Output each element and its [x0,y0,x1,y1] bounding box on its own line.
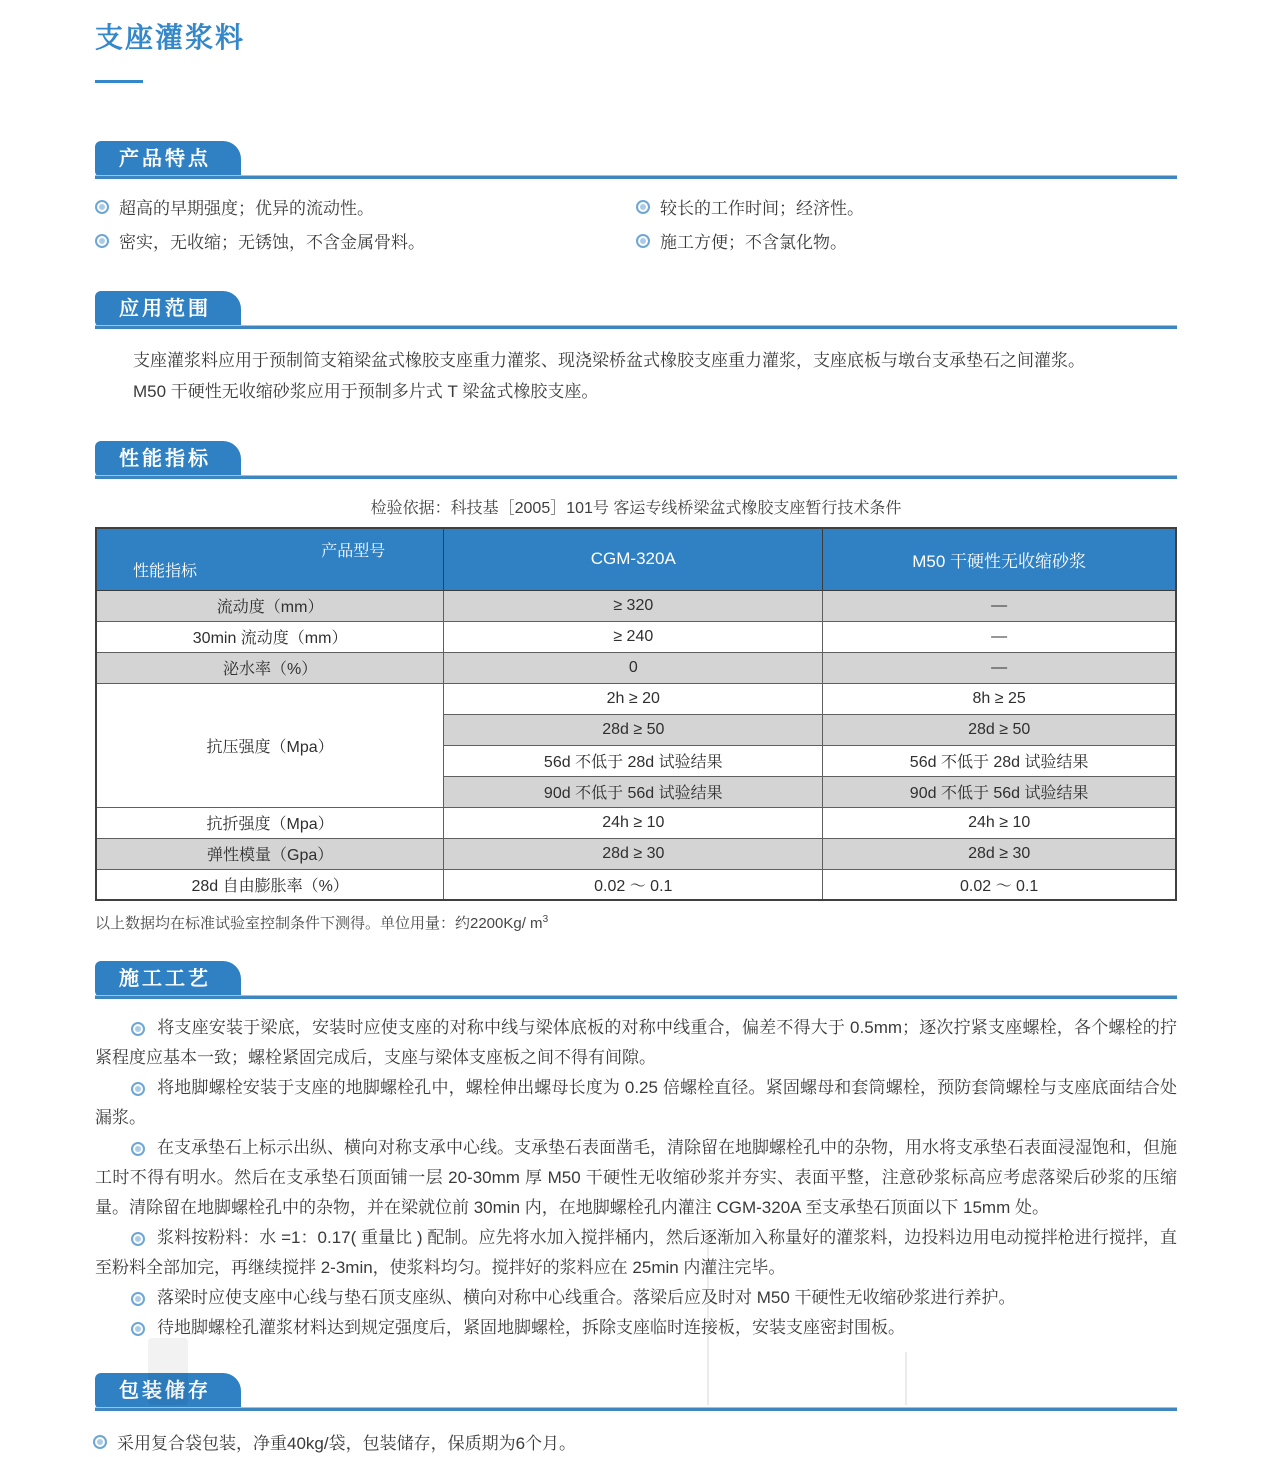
section-header-performance [95,441,1177,481]
column-header-cgm: CGM-320A [444,528,823,590]
m50-value: 28d ≥ 50 [823,714,1176,745]
m50-value: 8h ≥ 25 [823,683,1176,714]
application-line: 支座灌浆料应用于预制简支箱梁盆式橡胶支座重力灌浆、现浇梁桥盆式橡胶支座重力灌浆，支座底板与墩台支承垫石之间灌浆。 [133,351,1085,370]
header-product-model: 产品型号 [321,543,386,560]
construction-step [95,1313,1177,1343]
scan-artifact-shape [148,1338,188,1405]
section-header-construction [95,961,1177,1001]
section-header-packaging [95,1373,1177,1413]
cgm-value: ≥ 320 [444,590,823,621]
step-text: 将地脚螺栓安装于支座的地脚螺栓孔中，螺栓伸出螺母长度为 0.25 倍螺栓直径。紧固螺母和套筒螺栓，预防套筒螺栓与支座底面结合处漏浆。 [95,1078,1177,1127]
section-header-features [95,141,1177,181]
section-rule [95,995,1177,999]
table-row [96,590,1176,621]
cgm-value: 24h ≥ 10 [444,807,823,838]
m50-value: — [823,652,1176,683]
table-row [96,838,1176,869]
m50-value: 0.02 ～ 0.1 [823,869,1176,900]
row-label: 流动度（mm） [96,590,444,621]
bullet-ring-icon [131,1232,145,1246]
row-label: 抗折强度（Mpa） [96,807,444,838]
step-text: 在支承垫石上标示出纵、横向对称支承中心线。支承垫石表面凿毛，清除留在地脚螺栓孔中的杂物，用水将支承垫石表面浸湿饱和，但施工时不得有明水。然后在支承垫石顶面铺一层 20-30mm 厚 M50 干硬性无收缩砂浆并夯实、表面平整，注意砂浆标高应考虑落梁后砂浆的压缩量。清除留在地脚螺栓孔中的杂物，并在梁就位前 30min 内，在地脚螺栓孔内灌注 CGM-320A 至支承垫石顶面以下 15mm 处。 [95,1138,1177,1217]
row-label: 弹性模量（Gpa） [96,838,444,869]
packaging-heading-badge: 包装储存 [95,1373,241,1409]
step-text: 待地脚螺栓孔灌浆材料达到规定强度后，紧固地脚螺栓，拆除支座临时连接板，安装支座密封围板。 [157,1318,905,1337]
application-heading-badge: 应用范围 [95,291,241,327]
bullet-ring-icon [95,200,109,214]
features-right-column [636,197,1177,265]
construction-steps [95,1013,1177,1343]
bullet-ring-icon [95,234,109,248]
section-rule [95,175,1177,179]
cgm-value: 2h ≥ 20 [444,683,823,714]
column-header-m50: M50 干硬性无收缩砂浆 [823,528,1176,590]
bullet-ring-icon [131,1292,145,1306]
step-text: 落梁时应使支座中心线与垫石顶支座纵、横向对称中心线重合。落梁后应及时对 M50 干硬性无收缩砂浆进行养护。 [157,1288,1016,1307]
section-header-application [95,291,1177,331]
test-basis-text: 检验依据：科技基［2005］101号 客运专线桥梁盆式橡胶支座暂行技术条件 [370,500,902,517]
feature-text: 超高的早期强度；优异的流动性。 [119,199,374,218]
bullet-ring-icon [93,1435,107,1449]
construction-step [95,1223,1177,1283]
title-underline [95,80,143,83]
packaging-text [95,1431,1177,1457]
table-row [96,683,1176,714]
diagonal-header-cell [96,528,444,590]
m50-value: 24h ≥ 10 [823,807,1176,838]
footnote-text: 以上数据均在标准试验室控制条件下测得。单位用量：约2200Kg/ m [95,915,543,932]
table-row [96,807,1176,838]
bullet-ring-icon [131,1142,145,1156]
table-header-row [96,528,1176,590]
construction-step [95,1013,1177,1073]
application-line: M50 干硬性无收缩砂浆应用于预制多片式 T 梁盆式橡胶支座。 [133,382,599,401]
row-label: 30min 流动度（mm） [96,621,444,652]
section-rule [95,325,1177,329]
footnote-superscript: 3 [542,914,549,925]
construction-step [95,1283,1177,1313]
header-performance-index: 性能指标 [133,562,198,580]
step-text: 将支座安装于梁底，安装时应使支座的对称中线与梁体底板的对称中线重合，偏差不得大于 0.5mm；逐次拧紧支座螺栓，各个螺栓的拧紧程度应基本一致；螺栓紧固完成后，支座与梁体支座板之间不得有间隙。 [95,1018,1177,1067]
list-item [636,197,1177,221]
scan-artifact-line [905,1352,907,1405]
performance-heading-badge: 性能指标 [95,441,241,477]
section-rule [95,475,1177,479]
page-title: 支座灌浆料 [95,22,246,53]
m50-value: 56d 不低于 28d 试验结果 [823,745,1176,776]
list-item [95,231,636,255]
table-row [96,621,1176,652]
bullet-ring-icon [636,234,650,248]
table-row [96,652,1176,683]
row-label: 泌水率（%） [96,652,444,683]
cgm-value: ≥ 240 [444,621,823,652]
cgm-value: 0.02 ～ 0.1 [444,869,823,900]
m50-value: 90d 不低于 56d 试验结果 [823,776,1176,807]
bullet-ring-icon [131,1082,145,1096]
performance-table [95,527,1177,901]
construction-step [95,1073,1177,1133]
construction-step [95,1133,1177,1223]
packaging-line: 采用复合袋包装，净重40kg/袋，包装储存，保质期为6个月。 [117,1434,577,1453]
cgm-value: 28d ≥ 30 [444,838,823,869]
table-row [96,869,1176,900]
cgm-value: 90d 不低于 56d 试验结果 [444,776,823,807]
list-item [636,231,1177,255]
document-page [95,0,1177,1457]
m50-value: 28d ≥ 30 [823,838,1176,869]
cgm-value: 56d 不低于 28d 试验结果 [444,745,823,776]
feature-text: 较长的工作时间；经济性。 [660,199,864,218]
bullet-ring-icon [131,1322,145,1336]
bullet-ring-icon [131,1022,145,1036]
list-item [95,197,636,221]
step-text: 浆料按粉料：水 =1：0.17( 重量比 ) 配制。应先将水加入搅拌桶内，然后逐渐加入称量好的灌浆料，边投料边用电动搅拌枪进行搅拌，直至粉料全部加完，再继续搅拌 2-3min，使浆料均匀。搅拌好的浆料应在 25min 内灌注完毕。 [95,1228,1177,1277]
m50-value: — [823,621,1176,652]
table-footnote [95,912,1177,933]
bullet-ring-icon [636,200,650,214]
application-text [95,345,1177,407]
cgm-value: 28d ≥ 50 [444,714,823,745]
scan-artifact-line [707,1238,709,1405]
group-row-label: 抗压强度（Mpa） [96,683,444,807]
features-list [95,197,1177,265]
section-rule [95,1407,1177,1411]
m50-value: — [823,590,1176,621]
row-label: 28d 自由膨胀率（%） [96,869,444,900]
cgm-value: 0 [444,652,823,683]
construction-heading-badge: 施工工艺 [95,961,241,997]
feature-text: 施工方便；不含氯化物。 [660,233,847,252]
features-heading-badge: 产品特点 [95,141,241,177]
features-left-column [95,197,636,265]
feature-text: 密实，无收缩；无锈蚀，不含金属骨料。 [119,233,425,252]
